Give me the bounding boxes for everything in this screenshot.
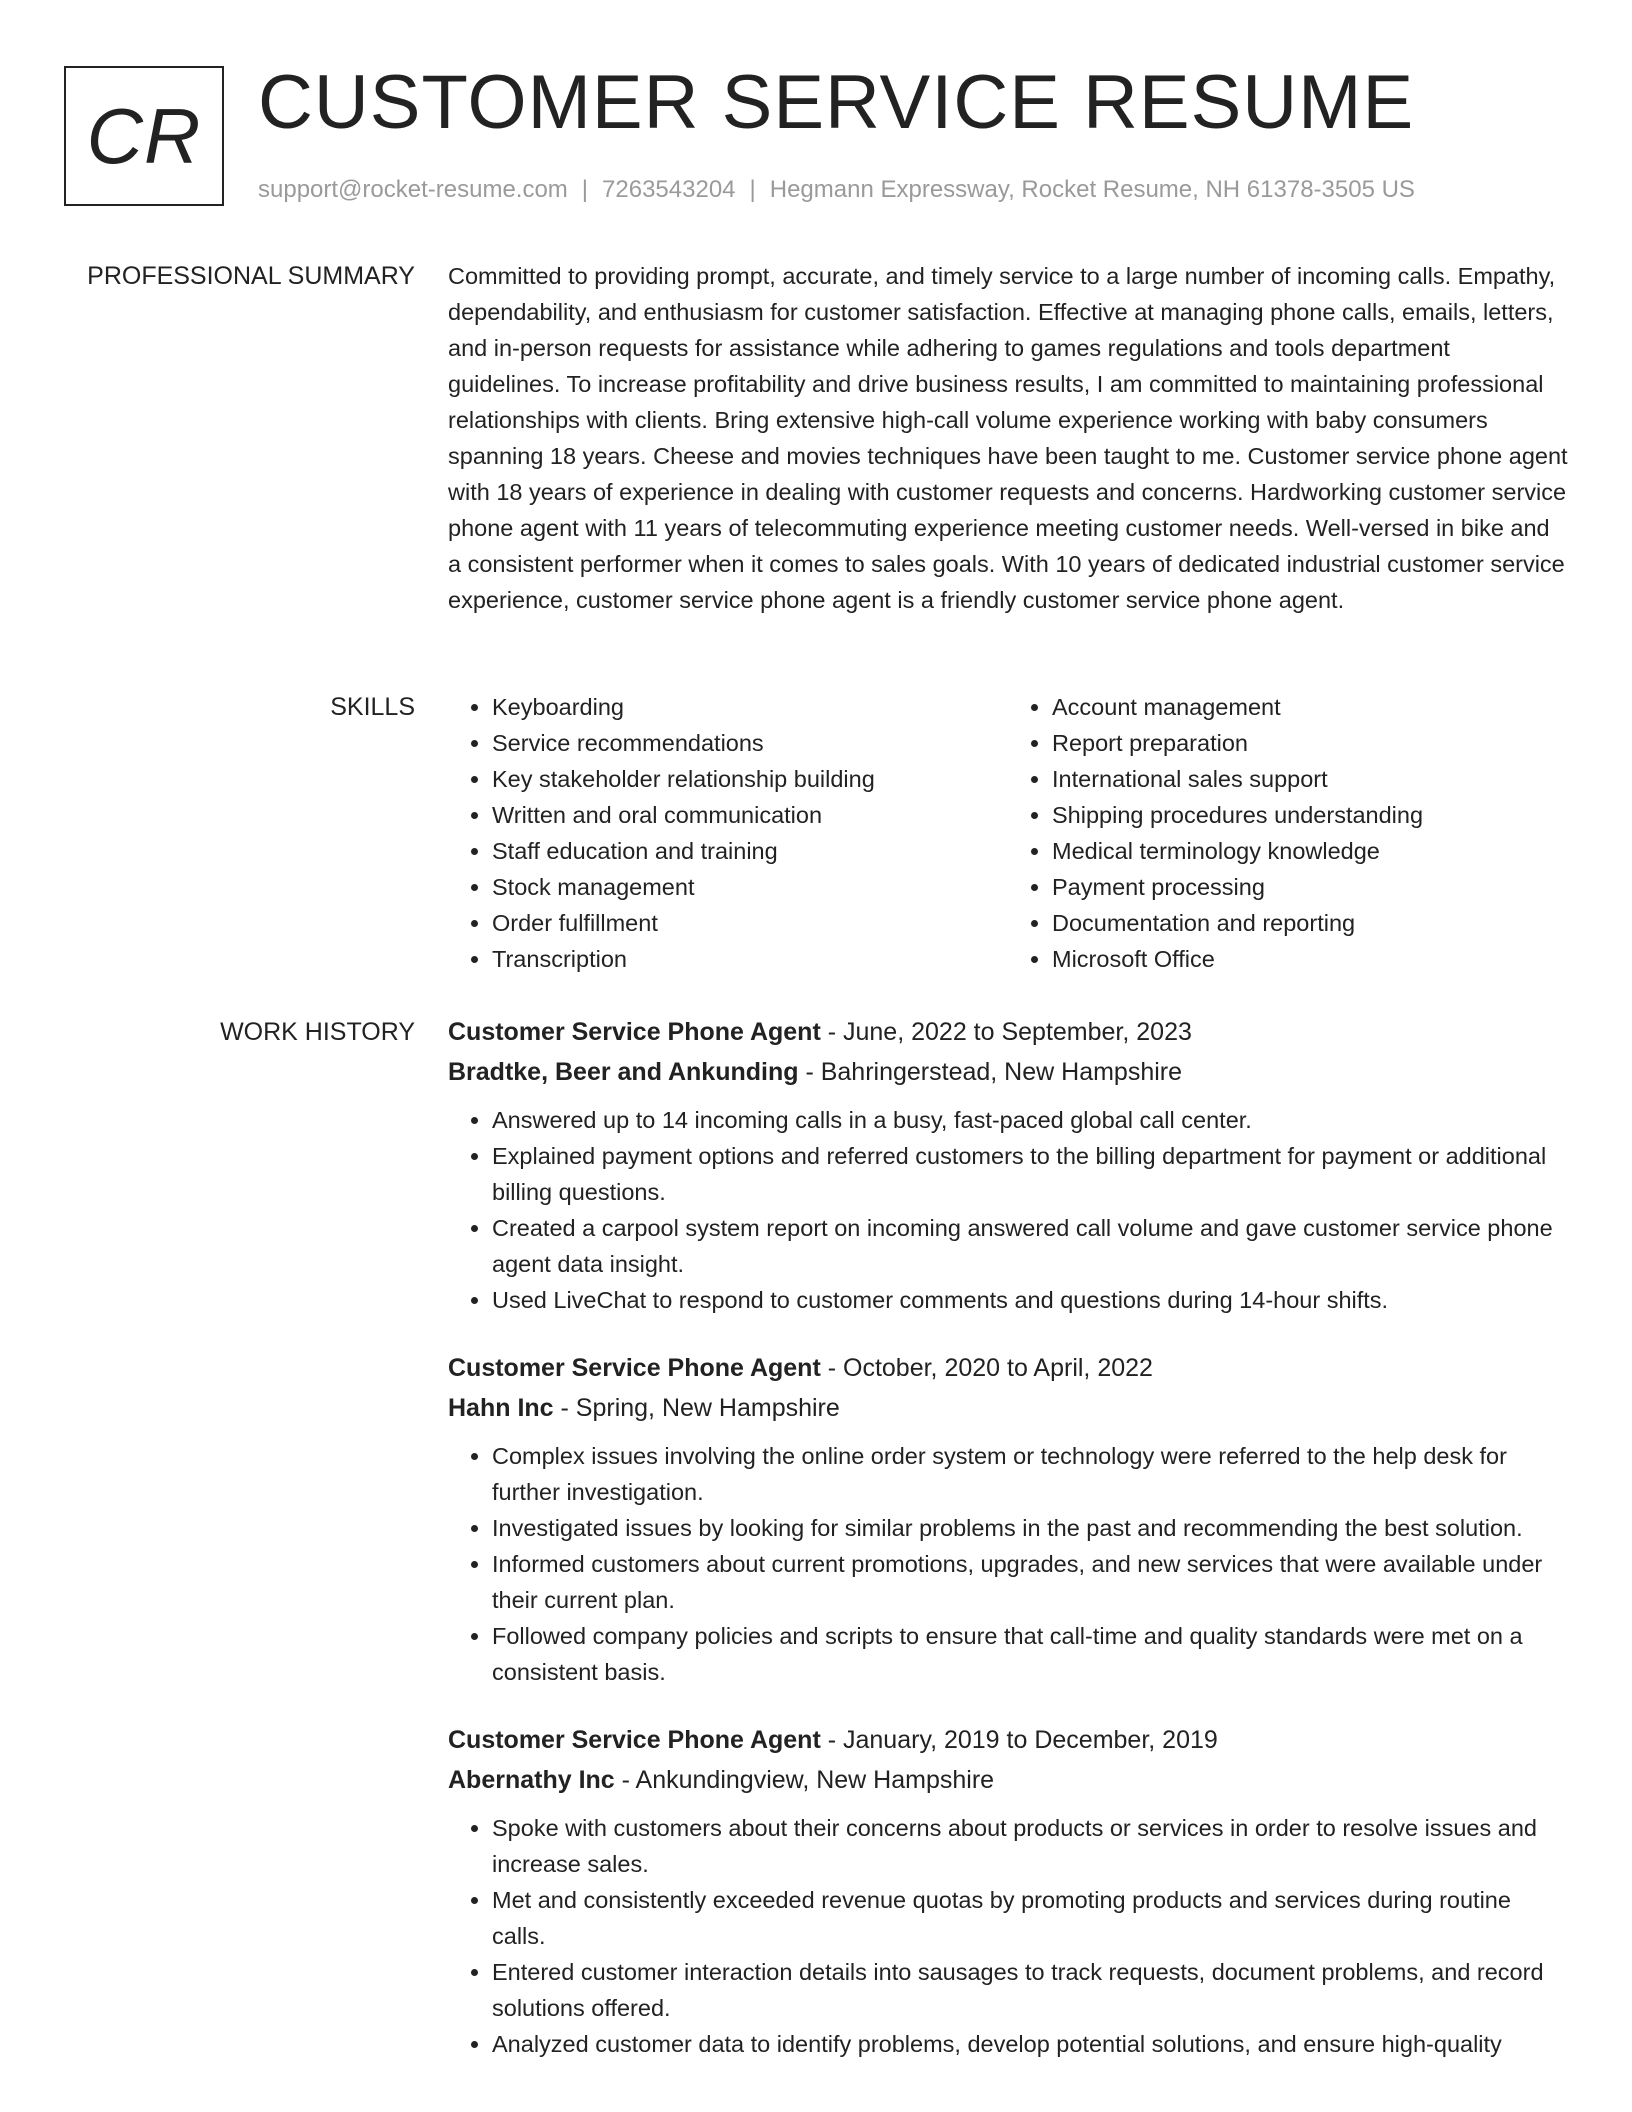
skill-item: • Transcription [492,941,1008,977]
job-bullet: • Informed customers about current promotions, upgrades, and new services that were available under their current plan. [492,1546,1568,1618]
skill-item: • Medical terminology knowledge [1052,833,1568,869]
job-location: - Bahringerstead, New Hampshire [798,1058,1183,1086]
job-title-line [448,1720,1568,1760]
job-company-line [448,1760,1568,1800]
job-title: Customer Service Phone Agent [448,1726,821,1754]
contact-line [258,174,1415,206]
job-bullet: • Answered up to 14 incoming calls in a busy, fast-paced global call center. [492,1102,1568,1138]
skill-item: • Account management [1052,689,1568,725]
skill-item: • Written and oral communication [492,797,1008,833]
summary-body [448,258,1568,618]
skill-item: • Staff education and training [492,833,1008,869]
job-company: Bradtke, Beer and Ankunding [448,1058,799,1086]
job-bullet: • Followed company policies and scripts to ensure that call-time and quality standards were met on a consistent basis. [492,1618,1568,1690]
job-title-line [448,1348,1568,1388]
job-bullet: • Entered customer interaction details into sausages to track requests, document problems, and record solutions offered. [492,1954,1568,2026]
contact-email: support@rocket-resume.com [258,176,568,203]
skill-item: • International sales support [1052,761,1568,797]
contact-address: Hegmann Expressway, Rocket Resume, NH 61378-3505 US [769,176,1415,203]
job-company: Hahn Inc [448,1394,554,1422]
job-bullet-list [448,1102,1568,1318]
skill-item: • Report preparation [1052,725,1568,761]
resume-title: CUSTOMER SERVICE RESUME [258,60,1415,145]
job-bullet: • Investigated issues by looking for similar problems in the past and recommending the best solution. [492,1510,1568,1546]
job-dates: - June, 2022 to September, 2023 [820,1018,1192,1046]
job-dates: - January, 2019 to December, 2019 [820,1726,1218,1754]
skill-item: • Payment processing [1052,869,1568,905]
skill-item: • Key stakeholder relationship building [492,761,1008,797]
job-bullet: • Spoke with customers about their concerns about products or services in order to resolve issues and increase sales. [492,1810,1568,1882]
contact-separator: | [581,176,589,203]
work-history-heading: WORK HISTORY [220,1018,415,1046]
skill-item: • Documentation and reporting [1052,905,1568,941]
contact-separator: | [749,176,756,203]
skill-item: • Order fulfillment [492,905,1008,941]
skill-item: • Service recommendations [492,725,1008,761]
summary-text: Committed to providing prompt, accurate, and timely service to a large number of incoming calls. Empathy, dependability, and enthusiasm for customer satisfaction. Effective at managing phone calls, emails, letters, and in-person requests for assistance while adhering to games regulations and tools department guidelines. To increase profitability and drive business results, I am committed to maintaining professional relationships with clients. Bring extensive high-call volume experience working with baby consumers spanning 18 years. Cheese and movies techniques have been taught to me. Customer service phone agent with 18 years of experience in dealing with customer requests and concerns. Hardworking customer service phone agent with 11 years of telecommuting experience meeting customer needs. Well-versed in bike and a consistent performer when it comes to sales goals. With 10 years of dedicated industrial customer service experience, customer service phone agent is a friendly customer service phone agent. [448,263,1568,613]
monogram: CR [64,66,224,206]
skills-list-left [448,689,1008,977]
skill-item: • Keyboarding [492,689,1008,725]
job-title-line [448,1012,1568,1052]
job-company-line [448,1388,1568,1428]
job-bullet: • Created a carpool system report on incoming answered call volume and gave customer service phone agent data insight. [492,1210,1568,1282]
job-company: Abernathy Inc [448,1766,615,1794]
job-title: Customer Service Phone Agent [448,1018,821,1046]
job-bullet-list [448,1438,1568,1690]
job-bullet: • Analyzed customer data to identify problems, develop potential solutions, and ensure high-quality [492,2026,1568,2062]
job-entry [448,1012,1568,1318]
job-bullet: • Used LiveChat to respond to customer comments and questions during 14-hour shifts. [492,1282,1568,1318]
work-history-body [448,1012,1568,2092]
job-location: - Spring, New Hampshire [553,1394,840,1422]
job-bullet: • Complex issues involving the online order system or technology were referred to the help desk for further investigation. [492,1438,1568,1510]
job-location: - Ankundingview, New Hampshire [614,1766,995,1794]
skill-item: • Microsoft Office [1052,941,1568,977]
job-dates: - October, 2020 to April, 2022 [820,1354,1153,1382]
contact-phone: 7263543204 [602,176,736,203]
job-bullet: • Explained payment options and referred customers to the billing department for payment or additional billing questions. [492,1138,1568,1210]
skills-list-right [1008,689,1568,977]
job-title: Customer Service Phone Agent [448,1354,821,1382]
skill-item: • Stock management [492,869,1008,905]
job-bullet: • Met and consistently exceeded revenue quotas by promoting products and services during routine calls. [492,1882,1568,1954]
job-bullet-list [448,1810,1568,2062]
skills-heading: SKILLS [330,693,415,721]
job-company-line [448,1052,1568,1092]
summary-heading: PROFESSIONAL SUMMARY [87,262,415,290]
job-entry [448,1720,1568,2062]
skill-item: • Shipping procedures understanding [1052,797,1568,833]
skills-body [448,689,1568,977]
job-entry [448,1348,1568,1690]
